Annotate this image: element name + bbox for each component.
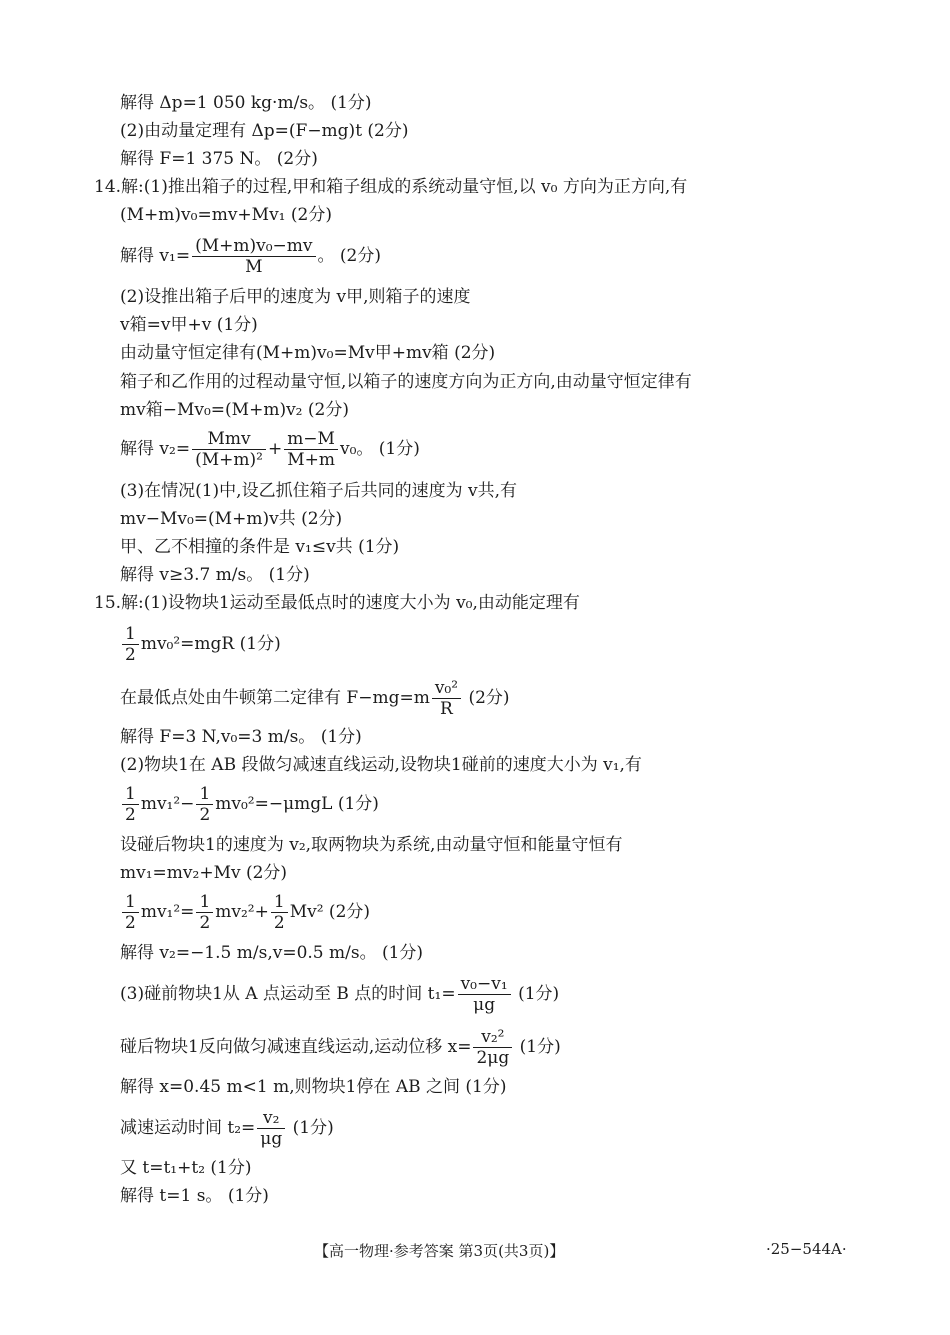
formula-text: (3)碰前物块1从 A 点运动至 B 点的时间 t₁=: [120, 984, 456, 1004]
text-line: 解得 F=1 375 N。 (2分): [120, 149, 318, 169]
text-line: 箱子和乙作用的过程动量守恒,以箱子的速度方向为正方向,由动量守恒定律有: [120, 372, 692, 392]
denominator: R: [440, 699, 453, 719]
fraction: [271, 892, 288, 933]
formula-text: (1分): [287, 1118, 334, 1138]
text-line: 解得 F=3 N,v₀=3 m/s。 (1分): [120, 727, 362, 747]
formula-text: mv₀²=−μmgL (1分): [215, 794, 379, 814]
formula-text: mv₁²−: [140, 794, 195, 814]
numerator: 1: [122, 784, 139, 805]
formula-text: +: [267, 439, 283, 459]
formula-text: mv₂²+: [215, 902, 269, 922]
text-line: (2)设推出箱子后甲的速度为 v甲,则箱子的速度: [120, 287, 471, 307]
fraction: [257, 1108, 285, 1149]
numerator: v₂: [257, 1108, 285, 1129]
formula-line: [120, 675, 510, 721]
fraction: [473, 1027, 512, 1068]
formula-text: (2分): [463, 688, 510, 708]
numerator: 1: [196, 784, 213, 805]
numerator: 1: [271, 892, 288, 913]
formula-line: [120, 427, 420, 471]
formula-text: 在最低点处由牛顿第二定律有 F−mg=m: [120, 688, 430, 708]
footer-title: 【高一物理·参考答案 第3页(共3页)】: [314, 1242, 565, 1260]
fraction: [432, 678, 461, 719]
text-line: 又 t=t₁+t₂ (1分): [120, 1158, 252, 1178]
denominator: M: [245, 257, 263, 277]
numerator: v₀²: [432, 678, 461, 699]
numerator: 1: [196, 892, 213, 913]
formula-line: [120, 890, 370, 934]
formula-text: 碰后物块1反向做匀减速直线运动,运动位移 x=: [120, 1037, 472, 1057]
formula-text: 解得 v₁=: [120, 246, 191, 266]
formula-text: (1分): [512, 984, 560, 1004]
denominator: (M+m)²: [195, 450, 263, 470]
denominator: 2: [273, 913, 285, 933]
formula-text: mv₀²=mgR (1分): [140, 634, 281, 654]
denominator: 2: [125, 805, 136, 825]
denominator: μg: [260, 1129, 283, 1149]
numerator: v₀−v₁: [458, 974, 511, 995]
text-line: 解得 x=0.45 m<1 m,则物块1停在 AB 之间 (1分): [120, 1077, 507, 1097]
fraction: [192, 236, 315, 277]
formula-line: [120, 234, 381, 278]
text-line: 设碰后物块1的速度为 v₂,取两物块为系统,由动量守恒和能量守恒有: [120, 835, 623, 855]
numerator: v₂²: [473, 1027, 512, 1048]
question-14-heading: 14.解:(1)推出箱子的过程,甲和箱子组成的系统动量守恒,以 v₀ 方向为正方向,有: [94, 177, 688, 197]
formula-line: [120, 782, 379, 826]
text-line: mv−Mv₀=(M+m)v共 (2分): [120, 509, 343, 529]
fraction: [122, 892, 139, 933]
text-line: (3)在情况(1)中,设乙抓住箱子后共同的速度为 v共,有: [120, 481, 517, 501]
text-line: 解得 v₂=−1.5 m/s,v=0.5 m/s。 (1分): [120, 943, 424, 963]
formula-text: v₀。 (1分): [339, 439, 420, 459]
formula-text: 减速运动时间 t₂=: [120, 1118, 256, 1138]
text-line: (2)物块1在 AB 段做匀减速直线运动,设物块1碰前的速度大小为 v₁,有: [120, 755, 642, 775]
footer-code: ·25−544A·: [766, 1240, 847, 1258]
text-line: 解得 v≥3.7 m/s。 (1分): [120, 565, 310, 585]
text-line: 解得 Δp=1 050 kg·m/s。 (1分): [120, 93, 372, 113]
text-line: (2)由动量定理有 Δp=(F−mg)t (2分): [120, 121, 409, 141]
denominator: μg: [473, 995, 496, 1015]
text-line: mv₁=mv₂+Mv (2分): [120, 863, 288, 883]
text-line: 甲、乙不相撞的条件是 v₁≤v共 (1分): [120, 537, 400, 557]
denominator: 2: [125, 913, 136, 933]
question-15-heading: 15.解:(1)设物块1运动至最低点时的速度大小为 v₀,由动能定理有: [94, 593, 580, 613]
denominator: 2: [199, 805, 211, 825]
fraction: [196, 892, 213, 933]
formula-text: (1分): [514, 1037, 561, 1057]
numerator: 1: [122, 892, 139, 913]
fraction: [122, 784, 139, 825]
fraction: [458, 974, 511, 1015]
numerator: (M+m)v₀−mv: [192, 236, 315, 257]
denominator: 2: [125, 645, 136, 665]
numerator: m−M: [284, 429, 338, 450]
numerator: 1: [122, 624, 139, 645]
formula-line: [120, 622, 281, 666]
fraction: [192, 429, 266, 470]
formula-line: [120, 1106, 334, 1150]
fraction: [284, 429, 338, 470]
numerator: Mmv: [192, 429, 266, 450]
formula-text: 。 (2分): [317, 246, 381, 266]
text-line: (M+m)v₀=mv+Mv₁ (2分): [120, 205, 332, 225]
text-line: mv箱−Mv₀=(M+m)v₂ (2分): [120, 400, 349, 420]
denominator: M+m: [287, 450, 335, 470]
fraction: [122, 624, 139, 665]
formula-text: Mv² (2分): [289, 902, 371, 922]
formula-text: 解得 v₂=: [120, 439, 191, 459]
fraction: [196, 784, 213, 825]
denominator: 2: [199, 913, 211, 933]
denominator: 2μg: [476, 1048, 510, 1068]
formula-line: [120, 972, 559, 1016]
text-line: 解得 t=1 s。 (1分): [120, 1186, 269, 1206]
formula-line: [120, 1025, 561, 1069]
text-line: v箱=v甲+v (1分): [120, 315, 258, 335]
text-line: 由动量守恒定律有(M+m)v₀=Mv甲+mv箱 (2分): [120, 343, 496, 363]
formula-text: mv₁²=: [140, 902, 195, 922]
